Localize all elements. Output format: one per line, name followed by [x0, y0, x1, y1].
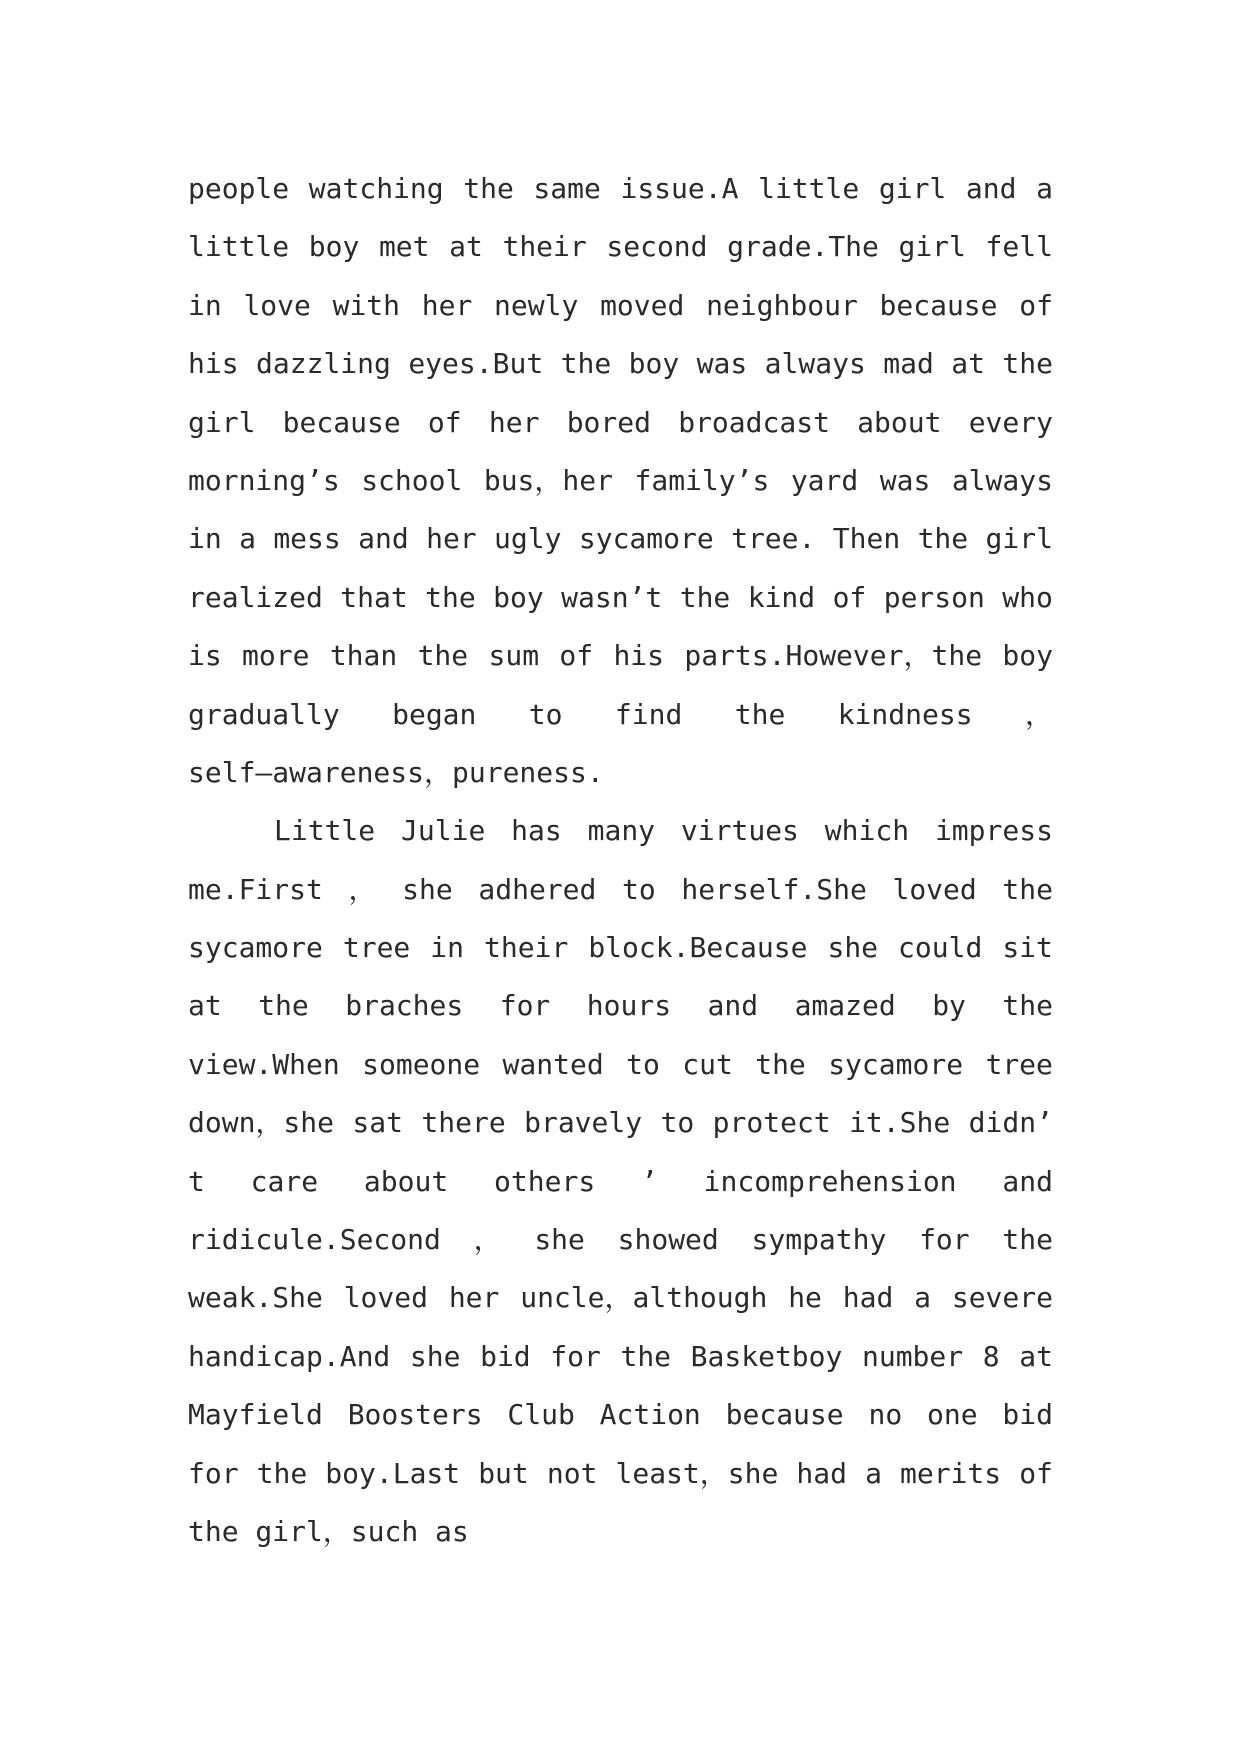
word: the — [463, 172, 514, 205]
word: a — [865, 1456, 882, 1490]
word: their — [484, 931, 569, 965]
word: ’ — [641, 1164, 658, 1198]
word: had — [842, 1281, 894, 1315]
word: number — [861, 1339, 964, 1373]
word: little — [758, 172, 860, 205]
word: at — [951, 347, 985, 381]
word: the — [1002, 872, 1053, 906]
word: than — [329, 639, 398, 673]
word: tree. — [731, 522, 816, 556]
word: a — [1036, 172, 1053, 205]
word: little — [188, 230, 290, 264]
word: boy — [493, 580, 544, 614]
word: at — [449, 230, 483, 264]
text-line — [188, 394, 1053, 452]
word: t — [188, 1164, 205, 1198]
text-line — [188, 919, 1053, 977]
text-line — [188, 861, 1053, 919]
text-line — [188, 1503, 1053, 1561]
word: always — [764, 347, 866, 381]
word: and — [707, 989, 759, 1023]
word: because — [879, 288, 998, 322]
word: ， — [1024, 697, 1053, 731]
word: of — [832, 580, 867, 614]
word: gradually — [188, 697, 340, 731]
word: at — [188, 989, 222, 1023]
word: it.She — [849, 1106, 951, 1140]
word: broadcast — [678, 405, 830, 439]
word: handicap.And — [188, 1339, 391, 1373]
word: Then — [832, 522, 901, 556]
text-line — [188, 1386, 1053, 1444]
word: girl — [898, 230, 966, 264]
word: girl — [878, 172, 947, 205]
word: was — [696, 347, 748, 381]
word: for — [499, 989, 551, 1023]
word: of — [1019, 1456, 1053, 1490]
word: about — [857, 405, 942, 439]
word: she — [402, 872, 453, 906]
word: adhered — [478, 872, 597, 906]
text-line — [188, 977, 1053, 1035]
word: kindness — [837, 697, 973, 731]
word: the — [1002, 989, 1053, 1023]
word: to — [626, 1047, 660, 1081]
word: the — [560, 347, 612, 381]
word: sycamore — [188, 931, 323, 965]
word: by — [932, 989, 966, 1023]
word: of — [427, 405, 462, 439]
word: the — [1002, 347, 1053, 381]
word: not — [546, 1456, 598, 1490]
word: merits — [899, 1456, 1002, 1490]
word: for — [550, 1339, 601, 1373]
word: morning’s — [188, 463, 340, 497]
word: because — [725, 1398, 844, 1432]
word: wanted — [502, 1047, 604, 1081]
word: more — [242, 639, 310, 673]
word: sycamore — [828, 1047, 964, 1081]
word: braches — [345, 989, 464, 1023]
text-line — [188, 1269, 1053, 1327]
word: of — [559, 639, 594, 673]
word: in — [430, 931, 465, 965]
text-line — [188, 1328, 1053, 1386]
word: the — [679, 580, 731, 614]
word: his — [613, 639, 665, 673]
text-line — [188, 744, 1053, 802]
word: eyes.But — [408, 347, 544, 381]
word: always — [951, 463, 1053, 497]
word: virtues — [680, 814, 799, 848]
word: sum — [488, 639, 540, 673]
text-line — [188, 335, 1053, 393]
word: sycamore — [578, 522, 714, 556]
word: Action — [599, 1398, 701, 1432]
word: sat — [352, 1106, 403, 1140]
word: many — [587, 814, 656, 848]
word: showed — [617, 1223, 719, 1257]
word: yard — [790, 463, 859, 497]
word: had — [796, 1456, 847, 1490]
word: Little — [274, 814, 376, 848]
word: tree — [985, 1047, 1053, 1081]
word: mess — [273, 522, 341, 556]
word: wasn’t — [561, 580, 663, 614]
word: that — [340, 580, 408, 614]
word: for — [188, 1456, 239, 1490]
word: the — [755, 1047, 806, 1081]
word: ridicule.Second — [188, 1223, 441, 1257]
word: fell — [985, 230, 1053, 264]
word: sympathy — [751, 1223, 887, 1257]
word: her — [426, 522, 477, 556]
body-text — [188, 160, 1053, 1561]
word: to — [660, 1106, 695, 1140]
word: her — [488, 405, 540, 439]
word: the — [917, 522, 969, 556]
word: view.When — [188, 1047, 340, 1081]
word: issue.A — [620, 172, 739, 205]
word: family’s — [634, 463, 770, 497]
word: is — [188, 639, 222, 673]
word: her — [421, 288, 473, 322]
word: others — [494, 1164, 596, 1198]
word: least，she — [615, 1456, 779, 1490]
word: the — [1002, 1223, 1053, 1257]
word: boy — [308, 230, 360, 264]
word: and — [965, 172, 1017, 205]
word: people — [188, 172, 290, 205]
word: dazzling — [256, 347, 391, 381]
word: sit — [1002, 931, 1053, 965]
word: school — [361, 463, 463, 497]
word: 8 — [982, 1339, 1000, 1373]
word: no — [868, 1398, 903, 1432]
word: person — [883, 580, 985, 614]
word: neighbour — [706, 288, 858, 322]
word: one — [927, 1398, 978, 1432]
word: the — [256, 1456, 308, 1490]
word: moved — [600, 288, 685, 322]
word: mad — [883, 347, 934, 381]
text-line — [188, 510, 1053, 568]
word: she — [534, 1223, 585, 1257]
word: bored — [566, 405, 651, 439]
text-line — [188, 452, 1053, 510]
word: bus，her — [483, 463, 613, 497]
word: because — [282, 405, 401, 439]
word: as — [435, 1514, 469, 1548]
text-line — [188, 218, 1053, 276]
word: in — [188, 288, 222, 322]
word: impress — [934, 814, 1053, 848]
word: ， — [473, 1223, 502, 1257]
text-line — [188, 160, 1053, 218]
text-line — [188, 802, 1053, 860]
word: at — [1019, 1339, 1053, 1373]
word: grade.The — [727, 230, 879, 264]
word: self—awareness，pureness. — [188, 755, 604, 789]
word: Basketboy — [690, 1339, 843, 1373]
word: second — [606, 230, 708, 264]
word: incomprehension — [703, 1164, 957, 1198]
word: hours — [586, 989, 672, 1023]
word: bid — [480, 1339, 531, 1373]
word: newly — [494, 288, 579, 322]
word: me.First — [188, 872, 323, 906]
word: ugly — [494, 522, 562, 556]
word: the — [425, 580, 476, 614]
word: girl — [985, 522, 1053, 556]
word: her — [448, 1281, 500, 1315]
word: to — [528, 697, 563, 731]
word: girl — [188, 405, 256, 439]
word: uncle，although — [520, 1281, 768, 1315]
text-line — [188, 1094, 1053, 1152]
word: he — [788, 1281, 822, 1315]
word: boy — [1002, 639, 1053, 673]
word: a — [914, 1281, 932, 1315]
word: care — [250, 1164, 319, 1198]
word: began — [392, 697, 477, 731]
word: she — [827, 931, 879, 965]
word: same — [533, 172, 601, 205]
word: amazed — [794, 989, 896, 1023]
text-line — [188, 569, 1053, 627]
word: who — [1002, 580, 1053, 614]
word: protect — [712, 1106, 831, 1140]
word: Julie — [401, 814, 486, 848]
word: parts.However，the — [684, 639, 983, 673]
word: severe — [951, 1281, 1053, 1315]
text-line — [188, 1036, 1053, 1094]
word: find — [614, 697, 683, 731]
word: tree — [342, 931, 411, 965]
word: in — [188, 522, 222, 556]
word: about — [363, 1164, 449, 1198]
word: weak.She — [188, 1281, 323, 1315]
word: ， — [348, 872, 377, 906]
word: boy — [628, 347, 680, 381]
word: the — [417, 639, 469, 673]
text-line — [188, 686, 1053, 744]
word: didn’ — [968, 1106, 1053, 1140]
word: and — [358, 522, 409, 556]
word: has — [511, 814, 562, 848]
word: block.Because — [588, 931, 808, 965]
word: loved — [343, 1281, 428, 1315]
word: bid — [1002, 1398, 1053, 1432]
word: realized — [188, 580, 323, 614]
word: met — [378, 230, 430, 264]
word: their — [502, 230, 587, 264]
word: bravely — [524, 1106, 643, 1140]
text-line — [188, 1445, 1053, 1503]
word: watching — [308, 172, 444, 205]
word: loved — [892, 872, 977, 906]
word: and — [1002, 1164, 1053, 1198]
text-line — [188, 1211, 1053, 1269]
word: could — [898, 931, 983, 965]
word: love — [243, 288, 311, 322]
word: which — [824, 814, 910, 848]
word: was — [879, 463, 931, 497]
word: boy.Last — [325, 1456, 461, 1490]
word: there — [421, 1106, 506, 1140]
word: the — [734, 697, 786, 731]
word: Club — [507, 1398, 575, 1432]
word: she — [409, 1339, 461, 1373]
word: kind — [747, 580, 816, 614]
word: herself.She — [681, 872, 867, 906]
word: with — [332, 288, 401, 322]
word: a — [239, 522, 256, 556]
word: the — [258, 989, 309, 1023]
word: every — [968, 405, 1053, 439]
text-line — [188, 277, 1053, 335]
word: down，she — [188, 1106, 335, 1140]
word: the — [188, 1514, 239, 1548]
word: to — [622, 872, 656, 906]
word: of — [1019, 288, 1053, 322]
word: Boosters — [347, 1398, 483, 1432]
word: his — [188, 347, 239, 381]
word: girl，such — [255, 1514, 419, 1548]
text-line — [188, 1153, 1053, 1211]
word: the — [620, 1339, 672, 1373]
word: but — [478, 1456, 529, 1490]
word: Mayfield — [188, 1398, 323, 1432]
word: someone — [362, 1047, 481, 1081]
word: cut — [682, 1047, 733, 1081]
word: for — [919, 1223, 970, 1257]
text-line — [188, 627, 1053, 685]
